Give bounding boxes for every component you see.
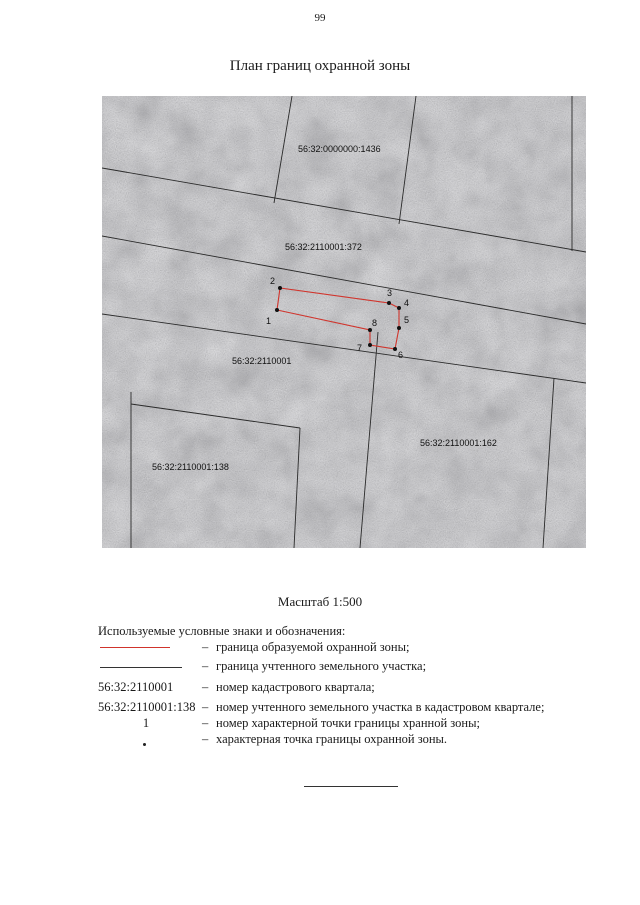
boundary-point (275, 308, 279, 312)
boundary-point (397, 326, 401, 330)
boundary-point (397, 306, 401, 310)
point-label-8: 8 (372, 318, 378, 328)
parcel-label-372: 56:32:2110001:372 (285, 242, 362, 252)
legend-symbol-text: 1 (142, 716, 150, 730)
legend-row-point: – характерная точка границы охранной зоны. (98, 732, 598, 750)
page-number: 99 (314, 12, 326, 24)
legend-row-parcel-number: 56:32:2110001:138 – номер учтенного земельного участка в кадастровом квартале; (98, 700, 545, 714)
legend-row-zone-boundary: – граница образуемой охранной зоны; (98, 640, 598, 658)
parcel-label-138: 56:32:2110001:138 (152, 462, 229, 472)
boundary-point (387, 301, 391, 305)
quarter-label: 56:32:2110001 (232, 356, 292, 366)
legend-text: граница образуемой охранной зоны; (216, 640, 410, 654)
dot-icon (143, 743, 146, 746)
legend-symbol-text: 56:32:2110001:138 (98, 700, 196, 714)
boundary-point (368, 343, 372, 347)
signature-line (304, 786, 398, 787)
boundary-point (278, 286, 282, 290)
scale-label: Масштаб 1:500 (277, 594, 363, 609)
point-label-4: 4 (404, 298, 410, 308)
legend-text: граница учтенного земельного участка; (216, 659, 427, 673)
legend-text: номер характерной точки границы хранной зоны; (216, 716, 480, 730)
point-label-5: 5 (404, 315, 410, 325)
red-line-icon (100, 647, 170, 648)
cadastral-map (102, 96, 586, 548)
black-line-icon (100, 667, 182, 668)
legend-text: номер кадастрового квартала; (216, 680, 375, 694)
legend-symbol-text: 56:32:2110001 (98, 680, 174, 694)
point-label-6: 6 (398, 350, 404, 360)
plan-title: План границ охранной зоны (229, 58, 411, 74)
point-label-7: 7 (357, 343, 363, 353)
point-label-2: 2 (270, 276, 276, 286)
legend-heading: Используемые условные знаки и обозначения: (98, 624, 346, 638)
boundary-point (368, 328, 372, 332)
parcel-label-162: 56:32:2110001:162 (420, 438, 497, 448)
legend-text: номер учтенного земельного участка в кадастровом квартале; (216, 700, 545, 714)
legend-text: характерная точка границы охранной зоны. (216, 732, 448, 746)
legend-row-quarter-number: 56:32:2110001 – номер кадастрового квартала; (98, 680, 375, 694)
legend-row-point-number: 1 – номер характерной точки границы хранной зоны; (98, 716, 598, 734)
boundary-point (393, 347, 397, 351)
point-label-3: 3 (387, 288, 393, 298)
parcel-label-1436: 56:32:0000000:1436 (298, 144, 381, 154)
legend-row-parcel-boundary: – граница учтенного земельного участка; (98, 659, 598, 677)
point-label-1: 1 (266, 316, 272, 326)
